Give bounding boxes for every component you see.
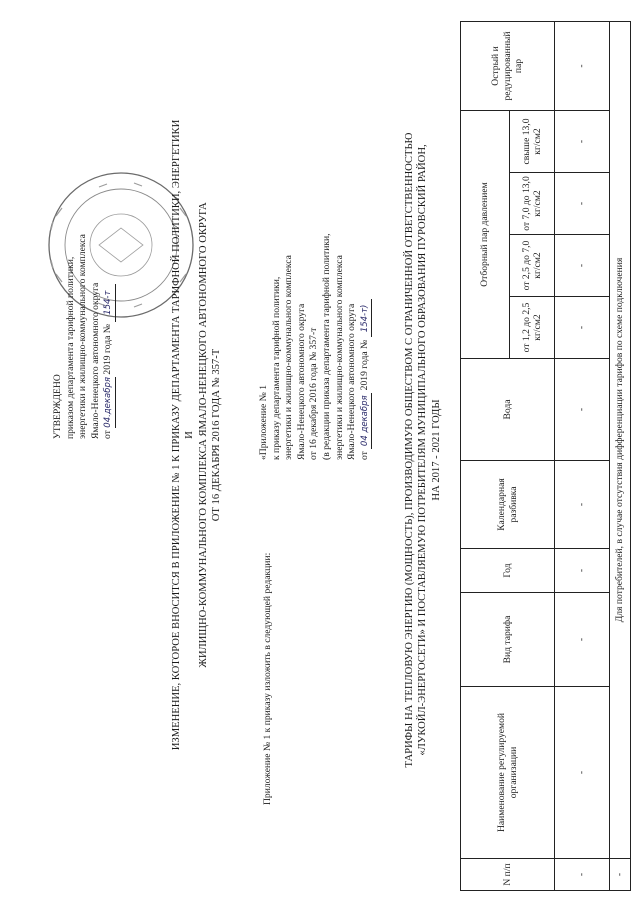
annex-number-handwritten: 154-т) <box>359 299 373 337</box>
annex-date-handwritten: 04 декабря <box>359 393 373 449</box>
document-title <box>170 115 224 755</box>
table-row <box>610 22 631 891</box>
annex-line-3: энергетики и жилищно-коммунального комплекса <box>283 255 295 460</box>
table-cell: - <box>555 461 610 549</box>
annex-line-2: к приказу департамента тарифной политики, <box>270 276 282 460</box>
annex-line-7: энергетики и жилищно-коммунального комплекса <box>333 255 345 460</box>
annex-line-5: от 16 декабря 2016 года № 357-т <box>308 327 320 460</box>
approval-line-4: Ямало-Ненецкого автономного округа <box>89 282 101 439</box>
title-line-2: ЖИЛИЩНО-КОММУНАЛЬНОГО КОМПЛЕКСА ЯМАЛО-НЕНЕЦКОГО АВТОНОМНОГО ОКРУГА <box>197 202 209 668</box>
header-num: N п/п <box>461 859 555 891</box>
tariff-heading-line-3: НА 2017 - 2021 ГОДЫ <box>430 399 442 501</box>
annex-date-line <box>359 120 373 460</box>
table-cell: - <box>555 22 610 111</box>
approval-date-handwritten: 04.декабря <box>102 377 116 428</box>
approval-line-2: приказом департамента тарифной политики, <box>64 256 76 439</box>
approval-date-year: 2019 года № <box>102 324 114 375</box>
table-cell: - <box>610 859 631 891</box>
header-period: Календарная разбивка <box>461 461 555 549</box>
annex-line-6: (в редакции приказа департамента тарифной политики, <box>320 233 332 460</box>
tariff-heading <box>403 105 443 795</box>
table-row <box>555 22 610 891</box>
header-org: Наименование регулируемой организации <box>461 687 555 859</box>
table-header-row <box>461 22 510 891</box>
table-cell: - <box>555 859 610 891</box>
header-steam: Отборный пар давлением <box>461 111 510 359</box>
title-line-3: ОТ 16 ДЕКАБРЯ 2016 ГОДА № 357-Т <box>211 348 223 522</box>
tariff-heading-line-1: ТАРИФЫ НА ТЕПЛОВУЮ ЭНЕРГИЮ (МОЩНОСТЬ), ПРОИЗВОДИМУЮ ОБЩЕСТВОМ С ОГРАНИЧЕННОЙ ОТВЕТСТВЕННОСТЬЮ <box>404 132 415 768</box>
header-pressure-3: от 7,0 до 13,0 кг/см2 <box>510 173 555 235</box>
table-cell: - <box>555 687 610 859</box>
header-sharp-steam: Острый и редуцированный пар <box>461 22 555 111</box>
approval-date-prefix: от <box>102 430 114 439</box>
approval-line-3: энергетики и жилищно-коммунального комплекса <box>77 234 89 439</box>
table-cell: - <box>555 593 610 687</box>
table-cell: - <box>555 235 610 297</box>
lead-text: Приложение № 1 к приказу изложить в следующей редакции: <box>262 552 273 805</box>
annex-line-1: «Приложение № 1 <box>258 384 269 460</box>
header-tariff: Вид тарифа <box>461 593 555 687</box>
title-line-1: ИЗМЕНЕНИЕ, КОТОРОЕ ВНОСИТСЯ В ПРИЛОЖЕНИЕ № 1 К ПРИКАЗУ ДЕПАРТАМЕНТА ТАРИФНОЙ ПОЛИТИКИ, ЭНЕРГЕТИКИ И <box>171 119 196 751</box>
header-pressure-4: свыше 13,0 кг/см2 <box>510 111 555 173</box>
tariff-table <box>460 21 631 891</box>
header-water: Вода <box>461 359 555 461</box>
approval-number-handwritten: 154-т <box>102 284 116 322</box>
approval-block <box>52 109 116 439</box>
annex-block <box>258 120 372 460</box>
header-year: Год <box>461 549 555 593</box>
table-cell: - <box>555 549 610 593</box>
approval-line-1: УТВЕРЖДЕНО <box>52 374 63 439</box>
annex-date-year: 2019 года № <box>358 339 370 391</box>
table-merged-cell: Для потребителей, в случае отсутствия дифференциации тарифов по схеме подключения <box>610 22 631 859</box>
table-cell: - <box>555 359 610 461</box>
annex-line-8: Ямало-Ненецкого автономного округа <box>346 303 358 460</box>
table-cell: - <box>555 297 610 359</box>
tariff-heading-line-2: «ЛУКОЙЛ-ЭНЕРГОСЕТИ» И ПОСТАВЛЯЕМУЮ ПОТРЕБИТЕЛЯМ МУНИЦИПАЛЬНОГО ОБРАЗОВАНИЯ ПУРОВСКИЙ РАЙОН, <box>417 144 429 756</box>
table-cell: - <box>555 111 610 173</box>
header-pressure-1: от 1,2 до 2,5 кг/см2 <box>510 297 555 359</box>
table-cell: - <box>555 173 610 235</box>
annex-line-4: Ямало-Ненецкого автономного округа <box>295 303 307 460</box>
approval-date-line <box>102 109 116 439</box>
header-pressure-2: от 2,5 до 7,0 кг/см2 <box>510 235 555 297</box>
annex-date-prefix: от <box>358 451 370 460</box>
